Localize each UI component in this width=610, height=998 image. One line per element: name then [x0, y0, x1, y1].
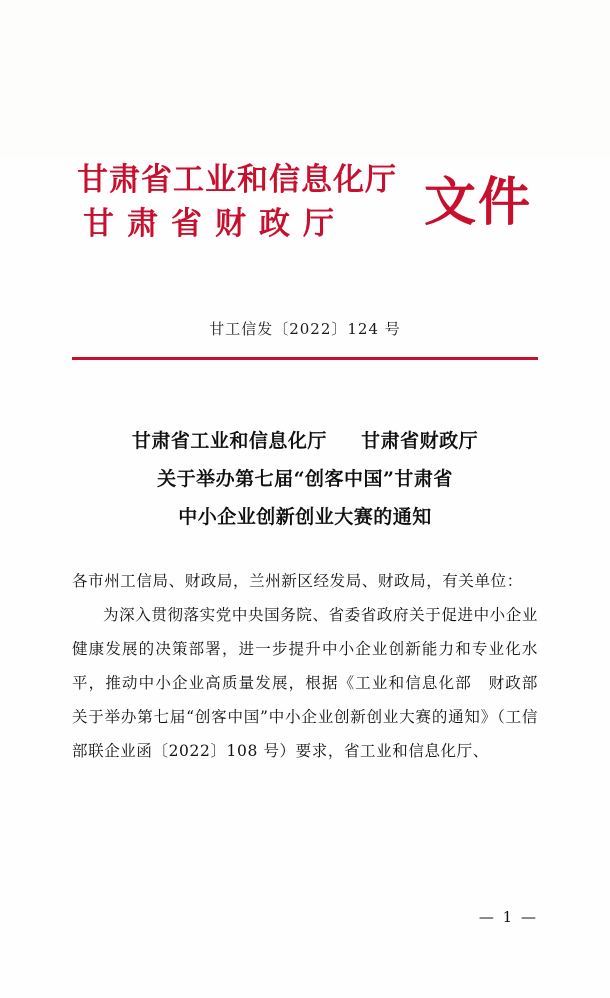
title-line-1-part-a: 甘肃省工业和信息化厅 — [131, 429, 327, 452]
title-line-1-part-b: 甘肃省财政厅 — [361, 429, 479, 452]
body-salutation: 各市州工信局、财政局，兰州新区经发局、财政局，有关单位： — [72, 571, 523, 590]
title-line-2: 关于举办第七届“创客中国”甘肃省 — [157, 467, 453, 490]
document-page — [0, 158, 610, 998]
issuing-org-line-2: 甘肃省财政厅 — [83, 206, 347, 242]
title-line-1 — [72, 422, 538, 460]
red-divider-rule — [72, 357, 538, 360]
issuing-org-line-1: 甘肃省工业和信息化厅 — [77, 162, 397, 198]
body-paragraph-1: 为深入贯彻落实党中央国务院、省委省政府关于促进中小企业健康发展的决策部署，进一步提升中小企业创新能力和专业化水平，推动中小企业高质量发展，根据《工业和信息化部 财政部关于举办第七届“创客中国”中小企业创新创业大赛的通知》（工信部联企业函〔2022〕108 号）要求，省工业和信息化厅、 — [72, 605, 538, 760]
document-body — [72, 564, 538, 768]
document-type-label: 文件 — [423, 172, 532, 233]
masthead — [72, 158, 538, 266]
document-title — [72, 422, 538, 536]
title-line-3: 中小企业创新创业大赛的通知 — [178, 505, 432, 528]
page-number: — 1 — — [478, 908, 538, 926]
document-number: 甘工信发〔2022〕124 号 — [209, 320, 401, 338]
